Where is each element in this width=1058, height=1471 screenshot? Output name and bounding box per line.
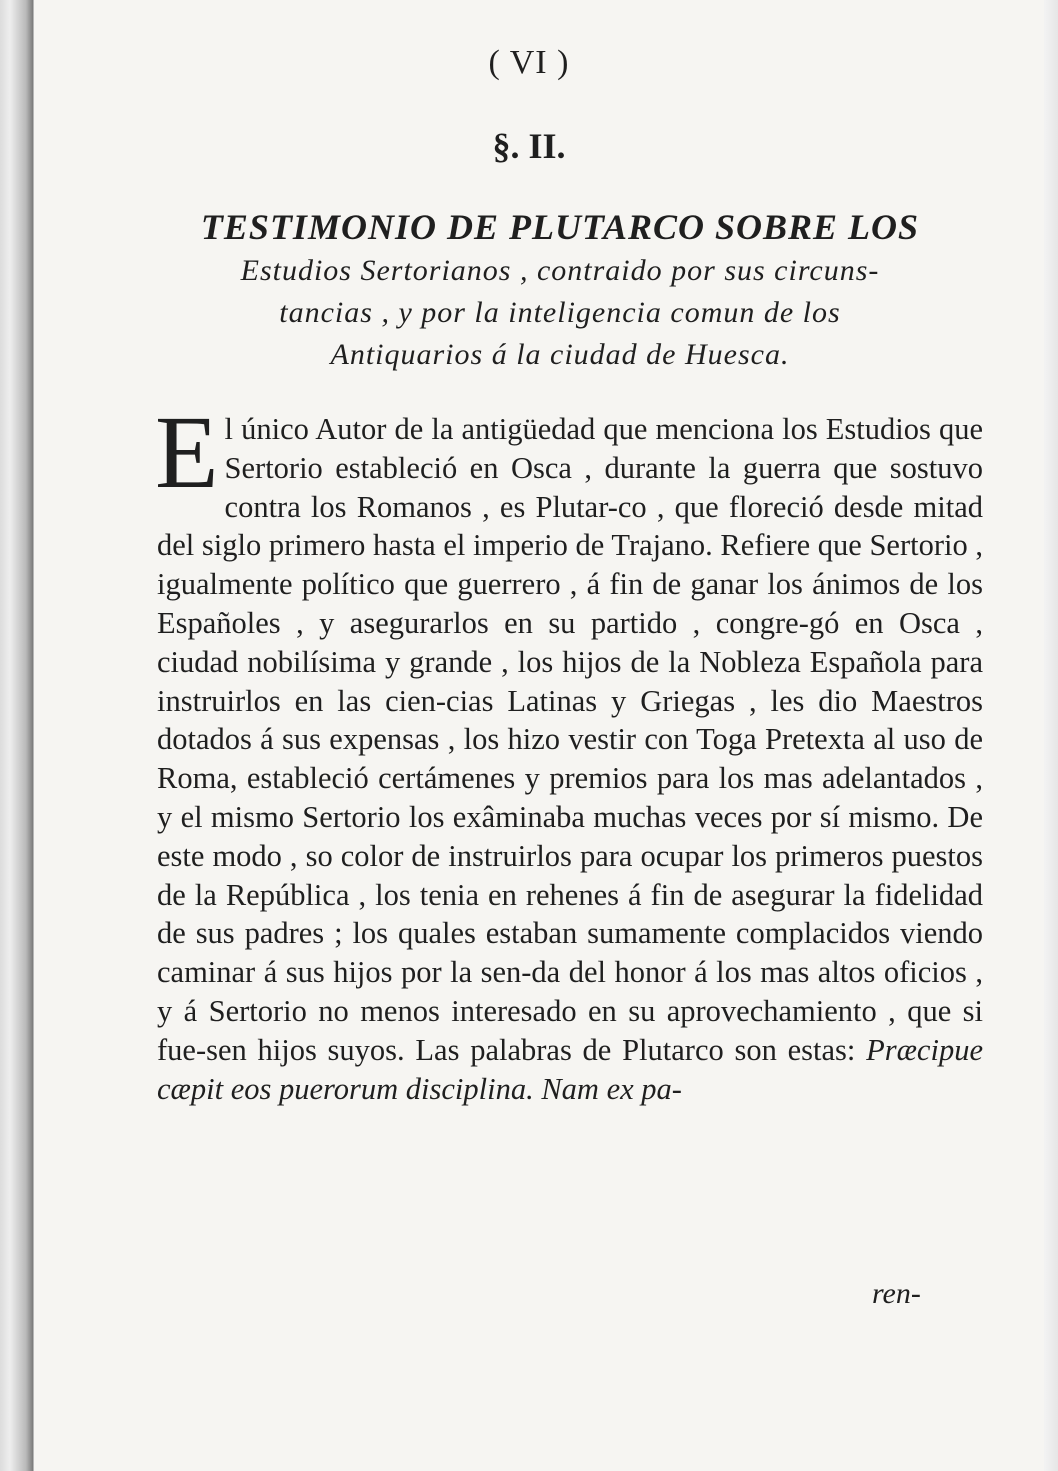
title-line-3: tancias , y por la inteligencia comun de los [279,296,841,329]
body-paragraph [155,395,983,1108]
section-heading: §. II. [492,126,566,166]
title-line-1: TESTIMONIO DE PLUTARCO SOBRE LOS [200,207,920,247]
catchword: ren- [872,1277,921,1310]
chapter-title [140,204,980,376]
title-line-2: Estudios Sertorianos , contraido por sus circuns- [240,254,880,287]
paragraph-text: l único Autor de la antigüedad que menciona los Estudios que Sertorio estableció en Osca , durante la guerra que sostuvo contra los Romanos , es Plutar-co , que floreció desde mitad del siglo primero hasta el imperio de Trajano. Refiere que Sertorio , igualmente político que guerrero , á fin de ganar los ánimos de los Españoles , y asegurarlos en su partido , congre-gó en Osca , ciudad nobilísima y grande , los hijos de la Nobleza Española para instruirlos en las cien-cias Latinas y Griegas , les dio Maestros dotados á sus expensas , los hizo vestir con Toga Pretexta al uso de Roma, estableció certámenes y premios para los mas adelantados , y el mismo Sertorio los exâminaba muchas veces por sí mismo. De este modo , so color de instruirlos para ocupar los primeros puestos de la República , los tenia en rehenes á fin de asegurar la fidelidad de sus padres ; los quales estaban sumamente complacidos viendo caminar á sus hijos por la sen-da del honor á los mas altos oficios , y á Sertorio no menos interesado en su aprovechamiento , que si fue-sen hijos suyos. Las palabras de Plutarco son estas: [157,412,983,1067]
page-number: ( VI ) [488,44,570,81]
page-right-edge [1044,0,1058,1471]
drop-cap: E [155,395,219,510]
page-gutter-shadow [0,0,34,1471]
title-line-4: Antiquarios á la ciudad de Huesca. [330,338,790,371]
latin-quotation: Præcipue cæpit eos puerorum disciplina. Nam ex pa- [157,1032,983,1106]
